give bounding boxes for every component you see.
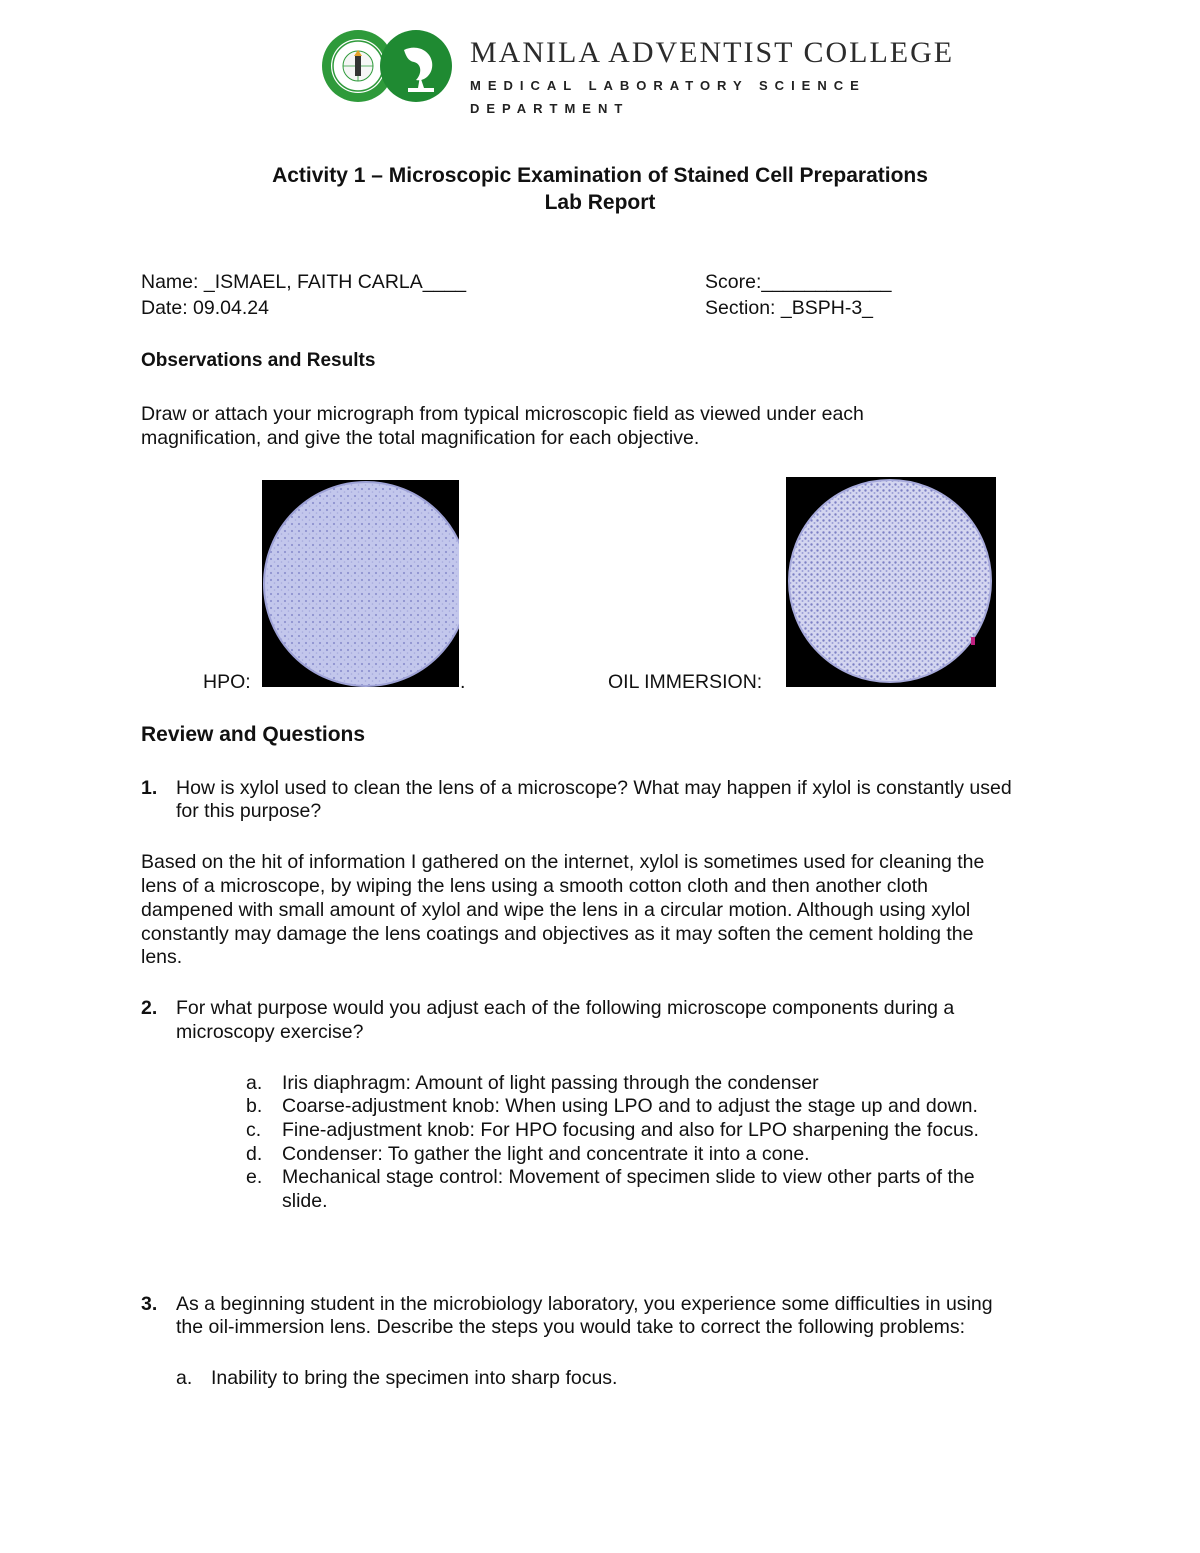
answer-1-line-3: dampened with small amount of xylol and wipe the lens in a circular motion. Although using xylol: [141, 899, 971, 921]
answer-2c-text: Fine-adjustment knob: For HPO focusing and also for LPO sharpening the focus.: [282, 1119, 979, 1141]
oil-immersion-label: OIL IMMERSION:: [608, 671, 763, 693]
answer-1-line-2: lens of a microscope, by wiping the lens using a smooth cotton cloth and then another cloth: [141, 875, 928, 897]
answer-2e-letter: e.: [246, 1166, 263, 1188]
department-line-2: DEPARTMENT: [470, 101, 630, 116]
oil-immersion-micrograph: [786, 477, 996, 687]
department-line-1: MEDICAL LABORATORY SCIENCE: [470, 78, 866, 93]
instruction-line-1: Draw or attach your micrograph from typical microscopic field as viewed under each: [141, 403, 864, 425]
answer-2e-text: Mechanical stage control: Movement of specimen slide to view other parts of the: [282, 1166, 975, 1188]
question-2-line-1: For what purpose would you adjust each of the following microscope components during a: [176, 997, 955, 1019]
answer-1-line-4: constantly may damage the lens coatings and objectives as it may soften the cement holding the: [141, 923, 974, 945]
hpo-label: HPO:: [203, 671, 251, 693]
score-field: Score:____________: [705, 271, 892, 293]
answer-2a-letter: a.: [246, 1072, 263, 1094]
question-3-line-1: As a beginning student in the microbiology laboratory, you experience some difficulties in using: [176, 1293, 993, 1315]
question-1-line-1: How is xylol used to clean the lens of a microscope? What may happen if xylol is constantly used: [176, 777, 1012, 799]
report-date: Date: 09.04.24: [141, 297, 269, 319]
answer-2c-letter: c.: [246, 1119, 262, 1141]
question-3-number: 3.: [141, 1293, 158, 1315]
college-seal-logo: [320, 28, 470, 120]
question-3a-text: Inability to bring the specimen into sharp focus.: [211, 1367, 618, 1389]
answer-1-line-5: lens.: [141, 946, 183, 968]
report-subtitle: Lab Report: [544, 191, 656, 214]
question-3a-letter: a.: [176, 1367, 193, 1389]
question-1-line-2: for this purpose?: [176, 800, 322, 822]
instruction-line-2: magnification, and give the total magnification for each objective.: [141, 427, 700, 449]
review-heading: Review and Questions: [141, 723, 366, 746]
hpo-trailing-dot: .: [460, 671, 466, 693]
college-logo-header: [320, 28, 955, 120]
answer-2d-letter: d.: [246, 1143, 263, 1165]
activity-title: Activity 1 – Microscopic Examination of Stained Cell Preparations: [272, 164, 928, 187]
observations-heading: Observations and Results: [141, 350, 376, 371]
section-field: Section: _BSPH-3_: [705, 297, 874, 319]
question-3-line-2: the oil-immersion lens. Describe the steps you would take to correct the following problems:: [176, 1316, 966, 1338]
answer-2e-continuation: slide.: [282, 1190, 328, 1212]
college-name: MANILA ADVENTIST COLLEGE: [470, 36, 955, 69]
answer-2a-text: Iris diaphragm: Amount of light passing through the condenser: [282, 1072, 819, 1094]
hpo-micrograph: [262, 480, 459, 687]
question-1-number: 1.: [141, 777, 158, 799]
question-2-number: 2.: [141, 997, 158, 1019]
answer-2b-text: Coarse-adjustment knob: When using LPO and to adjust the stage up and down.: [282, 1095, 978, 1117]
answer-2b-letter: b.: [246, 1095, 263, 1117]
student-name: Name: _ISMAEL, FAITH CARLA____: [141, 271, 467, 293]
question-2-line-2: microscopy exercise?: [176, 1021, 364, 1043]
answer-1-line-1: Based on the hit of information I gathered on the internet, xylol is sometimes used for cleaning the: [141, 851, 985, 873]
answer-2d-text: Condenser: To gather the light and concentrate it into a cone.: [282, 1143, 810, 1165]
